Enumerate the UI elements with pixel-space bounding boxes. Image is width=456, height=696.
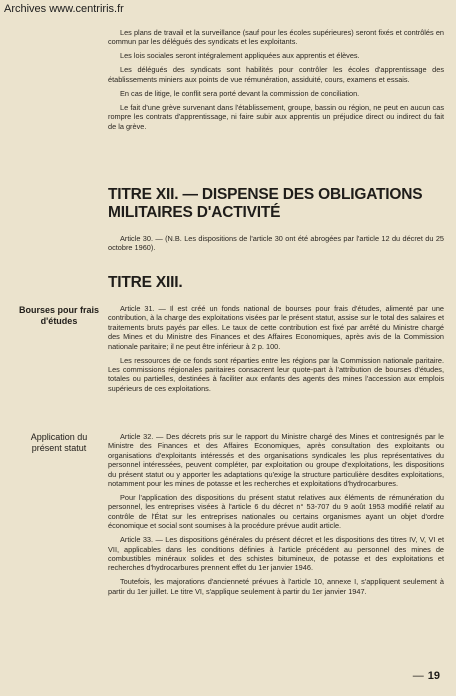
paragraph: Pour l'application des dispositions du présent statut relatives aux éléments de rémunération du personnel, les entreprises visées à l'article 6 du décret n° 53-707 du 9 août 1953 modifié relatif au contrôle de l'État sur les entreprises nationales ou certains organismes ayant un objet d'ordre économique et social sont soumises à la procédure prévue audit article. bbox=[108, 493, 444, 531]
paragraph: Article 31. — Il est créé un fonds national de bourses pour frais d'études, alimenté par une contribution, à la charge des exploitations visées par le présent statut, assise sur le total des salaires et traitements bruts payés par elles. Le taux de cette contribution est fixé par arrêté du Ministre chargé des Mines et du Ministre des Finances et des Affaires Economiques, après avis de la Commission nationale paritaire; il ne peut être inférieur à 2 p. 100. bbox=[108, 304, 444, 351]
paragraph: Toutefois, les majorations d'ancienneté prévues à l'article 10, annexe I, s'appliquent seulement à partir du 1er juillet. Le titre VI, s'applique seulement à partir du 1er janvier 1947. bbox=[108, 577, 444, 596]
margin-label-application: Application du présent statut bbox=[30, 432, 88, 453]
page-number-dash: — bbox=[412, 670, 424, 682]
watermark: Archives www.centriris.fr bbox=[4, 3, 124, 15]
titre-xii-heading: TITRE XII. — DISPENSE DES OBLIGATIONS MILITAIRES D'ACTIVITÉ bbox=[108, 186, 423, 221]
paragraph: Les délégués des syndicats sont habilités pour contrôler les écoles d'apprentissage des établissements miniers aux points de vue rémunération, assiduité, cours, examens et essais. bbox=[108, 65, 444, 84]
page-number bbox=[413, 670, 440, 682]
titre-xiii-heading: TITRE XIII. bbox=[108, 274, 183, 291]
paragraph: Article 33. — Les dispositions générales du présent décret et les dispositions des titres IV, V, VI et VII, applicables dans les conditions définies à l'article précédent au personnel des mines de combustibles minéraux solides et des schistes bitumineux, de potasse et des exploitations et recherches d'hydrocarbures prennent effet du 1er janvier 1946. bbox=[108, 535, 444, 573]
page-number-value: 19 bbox=[427, 670, 440, 682]
paragraph: Article 30. — (N.B. Les dispositions de l'article 30 ont été abrogées par l'article 12 du décret du 25 octobre 1960). bbox=[108, 234, 444, 253]
paragraph: Le fait d'une grève survenant dans l'établissement, groupe, bassin ou région, ne peut en aucun cas rompre les contrats d'apprentissage, ni faire subir aux apprentis un préjudice direct ou indirect du fait de la grève. bbox=[108, 102, 444, 131]
paragraph: Les ressources de ce fonds sont réparties entre les régions par la Commission nationale paritaire. Les commissions régionales paritaires consacrent leur quote-part à l'attribution de bourses d'études, totales ou partielles, destinées à faciliter aux enfants des agents des mines l'accession aux emplois supérieurs de ces exploitations. bbox=[108, 355, 444, 393]
titre-xii-body bbox=[108, 234, 444, 257]
paragraph: Article 32. — Des décrets pris sur le rapport du Ministre chargé des Mines et contresignés par le Ministre des Finances et des Affaires Economiques, après consultation des exploitants ou organisations d'exploitants intéressés et des organisations syndicales les plus représentatives du personnel intéressées, peuvent compléter, par exploitation ou groupe d'exploitations, les dispositions du présent statut ou y apporter les adaptations qu'exige la structure particulière desdites exploitations, notamment pour les mines de potasse et les recherches et exploitations d'hydrocarbures. bbox=[108, 432, 444, 489]
margin-label-bourses: Bourses pour frais d'études bbox=[18, 305, 100, 326]
paragraph: Les lois sociales seront intégralement appliquées aux apprentis et élèves. bbox=[120, 51, 360, 61]
bourses-section bbox=[108, 304, 444, 398]
top-paragraphs bbox=[108, 28, 444, 136]
paragraph: Les plans de travail et la surveillance (sauf pour les écoles supérieures) seront fixés et contrôlés en commun par les délégués des syndicats et les exploitants. bbox=[108, 28, 444, 47]
application-section bbox=[108, 432, 444, 601]
paragraph: En cas de litige, le conflit sera porté devant la commission de conciliation. bbox=[120, 88, 360, 98]
